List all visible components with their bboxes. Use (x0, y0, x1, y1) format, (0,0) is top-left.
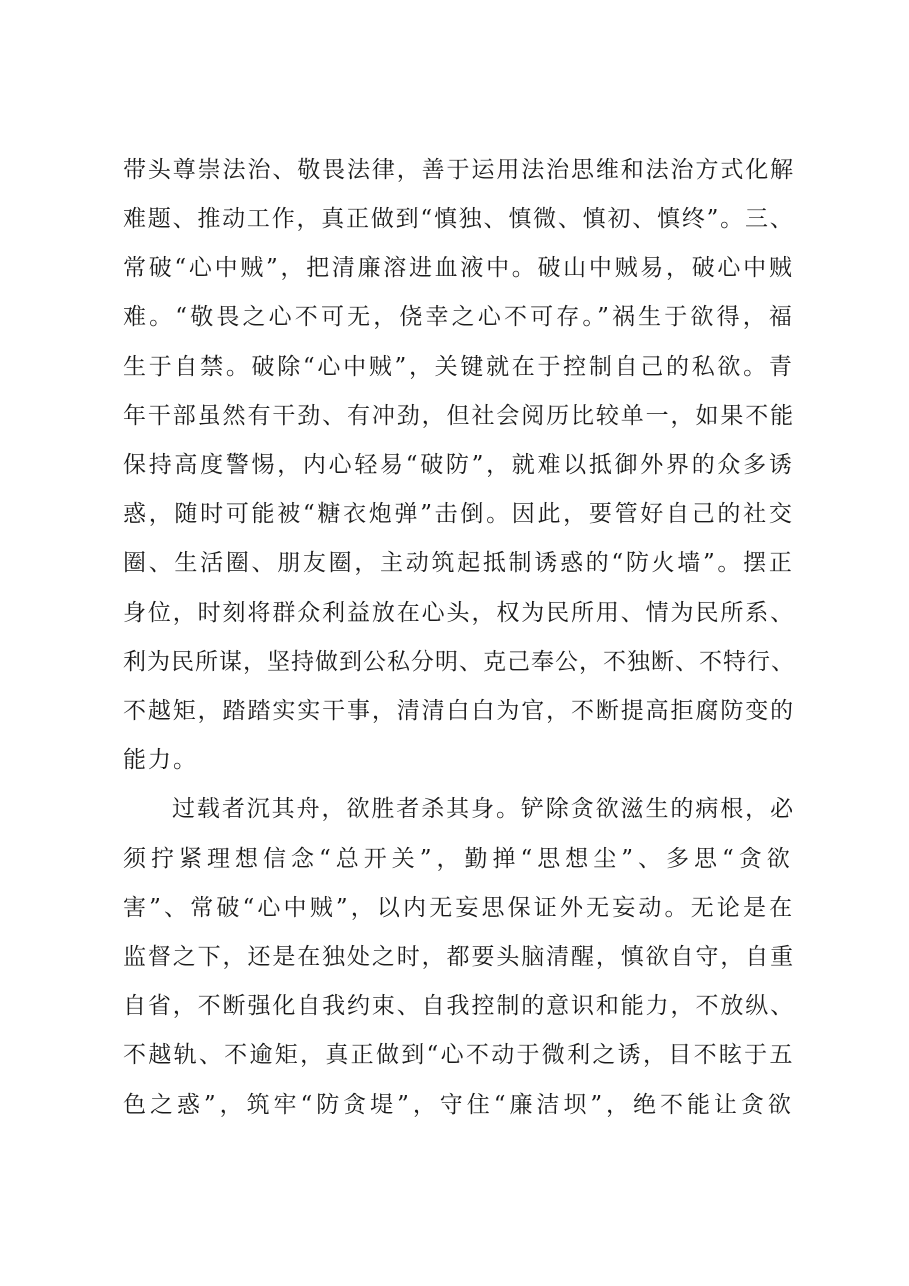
text-line: 能力。 (123, 747, 198, 773)
text-line: 生于自禁。破除“心中贼”，关键就在于控制自己的私欲。青 (123, 354, 795, 380)
text-line: 常破“心中贼”，把清廉溶进血液中。破山中贼易，破心中贼 (123, 255, 795, 281)
text-line: 惑，随时可能被“糖衣炮弹”击倒。因此，要管好自己的社交 (123, 501, 795, 527)
paragraph-first-line: 过载者沉其舟，欲胜者杀其身。铲除贪欲滋生的病根，必 (172, 796, 795, 822)
text-line: 不越矩，踏踏实实干事，清清白白为官，不断提高拒腐防变的 (123, 698, 795, 724)
text-line: 保持高度警惕，内心轻易“破防”，就难以抵御外界的众多诱 (123, 452, 795, 478)
text-line: 年干部虽然有干劲、有冲劲，但社会阅历比较单一，如果不能 (123, 403, 795, 429)
text-line: 难题、推动工作，真正做到“慎独、慎微、慎初、慎终”。三、 (123, 206, 795, 232)
text-line: 监督之下，还是在独处之时，都要头脑清醒，慎欲自守，自重 (123, 944, 795, 970)
text-line: 须拧紧理想信念“总开关”，勤掸“思想尘”、多思“贪欲 (123, 846, 795, 872)
text-line: 害”、常破“心中贼”，以内无妄思保证外无妄动。无论是在 (123, 895, 796, 921)
text-line: 带头尊崇法治、敬畏法律，善于运用法治思维和法治方式化解 (123, 157, 795, 183)
text-line: 难。“敬畏之心不可无，侥幸之心不可存。”祸生于欲得，福 (123, 304, 796, 330)
text-line: 不越轨、不逾矩，真正做到“心不动于微利之诱，目不眩于五 (123, 1042, 795, 1068)
text-line: 身位，时刻将群众利益放在心头，权为民所用、情为民所系、 (123, 600, 795, 626)
text-line: 圈、生活圈、朋友圈，主动筑起抵制诱惑的“防火墙”。摆正 (123, 550, 795, 576)
text-line: 利为民所谋，坚持做到公私分明、克己奉公，不独断、不特行、 (123, 649, 795, 675)
text-line: 色之惑”，筑牢“防贪堤”，守住“廉洁坝”，绝不能让贪欲 (123, 1092, 795, 1118)
text-line: 自省，不断强化自我约束、自我控制的意识和能力，不放纵、 (123, 993, 795, 1019)
